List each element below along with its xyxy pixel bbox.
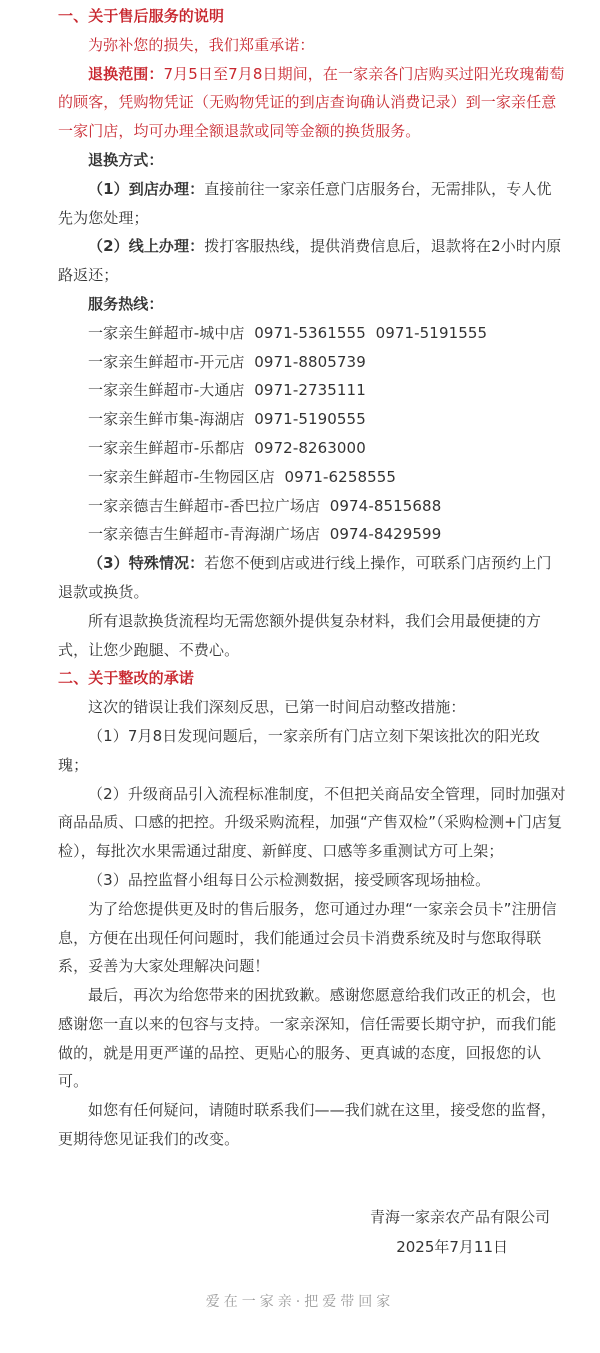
rectify-item-3: （3）品控监督小组每日公示检测数据，接受顾客现场抽检。 [88, 870, 491, 889]
scope-paragraph [58, 60, 566, 146]
method1-text: 直接前往一家亲任意门店服务台，无需排队，专人优先为您处理； [58, 179, 552, 227]
method1-label: （1）到店办理： [88, 179, 205, 198]
hotline-item: 一家亲德吉生鲜超市-青海湖广场店 0974-8429599 [88, 525, 442, 544]
hotline-item: 一家亲生鲜超市-大通店 0971-2735111 [88, 381, 366, 400]
member-card-paragraph: 为了给您提供更及时的售后服务，您可通过办理“一家亲会员卡”注册信息，方便在出现任何问题时，我们能通过会员卡消费系统及时与您取得联系，妥善为大家处理解决问题！ [58, 899, 557, 976]
hotline-item: 一家亲生鲜超市-开元店 0971-8805739 [88, 352, 366, 371]
section1-closing: 所有退款换货流程均无需您额外提供复杂材料，我们会用最便捷的方式，让您少跑腿、不费心。 [58, 611, 542, 659]
scope-text: 7月5日至7月8日期间，在一家亲各门店购买过阳光玫瑰葡萄的顾客，凭购物凭证（无购物凭证的到店查询确认消费记录）到一家亲任意一家门店，均可办理全额退款或同等金额的换货服务。 [58, 64, 565, 141]
company-signature: 青海一家亲农产品有限公司 [369, 1208, 550, 1226]
scope-label: 退换范围： [88, 64, 164, 83]
hotline-item: 一家亲德吉生鲜超市-香巴拉广场店 0974-8515688 [88, 496, 442, 515]
contact-paragraph: 如您有任何疑问，请随时联系我们——我们就在这里，接受您的监督，更期待您见证我们的改变。 [58, 1101, 557, 1149]
document-body [58, 2, 566, 1154]
section1-heading: 一、关于售后服务的说明 [58, 7, 225, 25]
signature-date: 2025年7月11日 [396, 1238, 508, 1256]
rectify-item-2: （2）升级商品引入流程标准制度，不但把关商品安全管理，同时加强对商品品质、口感的把控。升级采购流程，加强“产售双检”（采购检测+门店复检），每批次水果需通过甜度、新鲜度、口感等多重测试方可上架； [58, 784, 566, 861]
hotline-item: 一家亲生鲜超市-城中店 0971-5361555 0971-5191555 [88, 323, 488, 342]
method2-paragraph [58, 232, 566, 290]
method2-text: 拨打客服热线，提供消费信息后，退款将在2小时内原路返还； [58, 237, 562, 285]
rectify-item-1: （1）7月8日发现问题后，一家亲所有门店立刻下架该批次的阳光玫瑰； [58, 726, 540, 774]
hotline-item: 一家亲生鲜市集-海湖店 0971-5190555 [88, 410, 366, 429]
apology-paragraph: 最后，再次为给您带来的困扰致歉。感谢您愿意给我们改正的机会，也感谢您一直以来的包容与支持。一家亲深知，信任需要长期守护，而我们能做的，就是用更严谨的品控、更贴心的服务、更真诚的态度，回报您的认可。 [58, 986, 557, 1091]
method3-text: 若您不便到店或进行线上操作，可联系门店预约上门退款或换货。 [58, 554, 552, 601]
method1-paragraph [58, 175, 566, 233]
hotline-item: 一家亲生鲜超市-乐都店 0972-8263000 [88, 438, 366, 457]
method2-label: （2）线上办理： [88, 237, 205, 256]
footer-slogan: 爱在一家亲·把爱带回家 [205, 1294, 395, 1310]
section2-intro: 这次的错误让我们深刻反思，已第一时间启动整改措施： [88, 698, 466, 717]
hotline-label: 服务热线： [88, 294, 164, 313]
method3-paragraph [58, 549, 566, 607]
method3-label: （3）特殊情况： [88, 554, 205, 573]
section2-heading: 二、关于整改的承诺 [58, 669, 194, 688]
hotline-item: 一家亲生鲜超市-生物园区店 0971-6258555 [88, 467, 397, 486]
promise-intro: 为弥补您的损失，我们郑重承诺： [88, 35, 315, 54]
method-label: 退换方式： [88, 150, 164, 169]
